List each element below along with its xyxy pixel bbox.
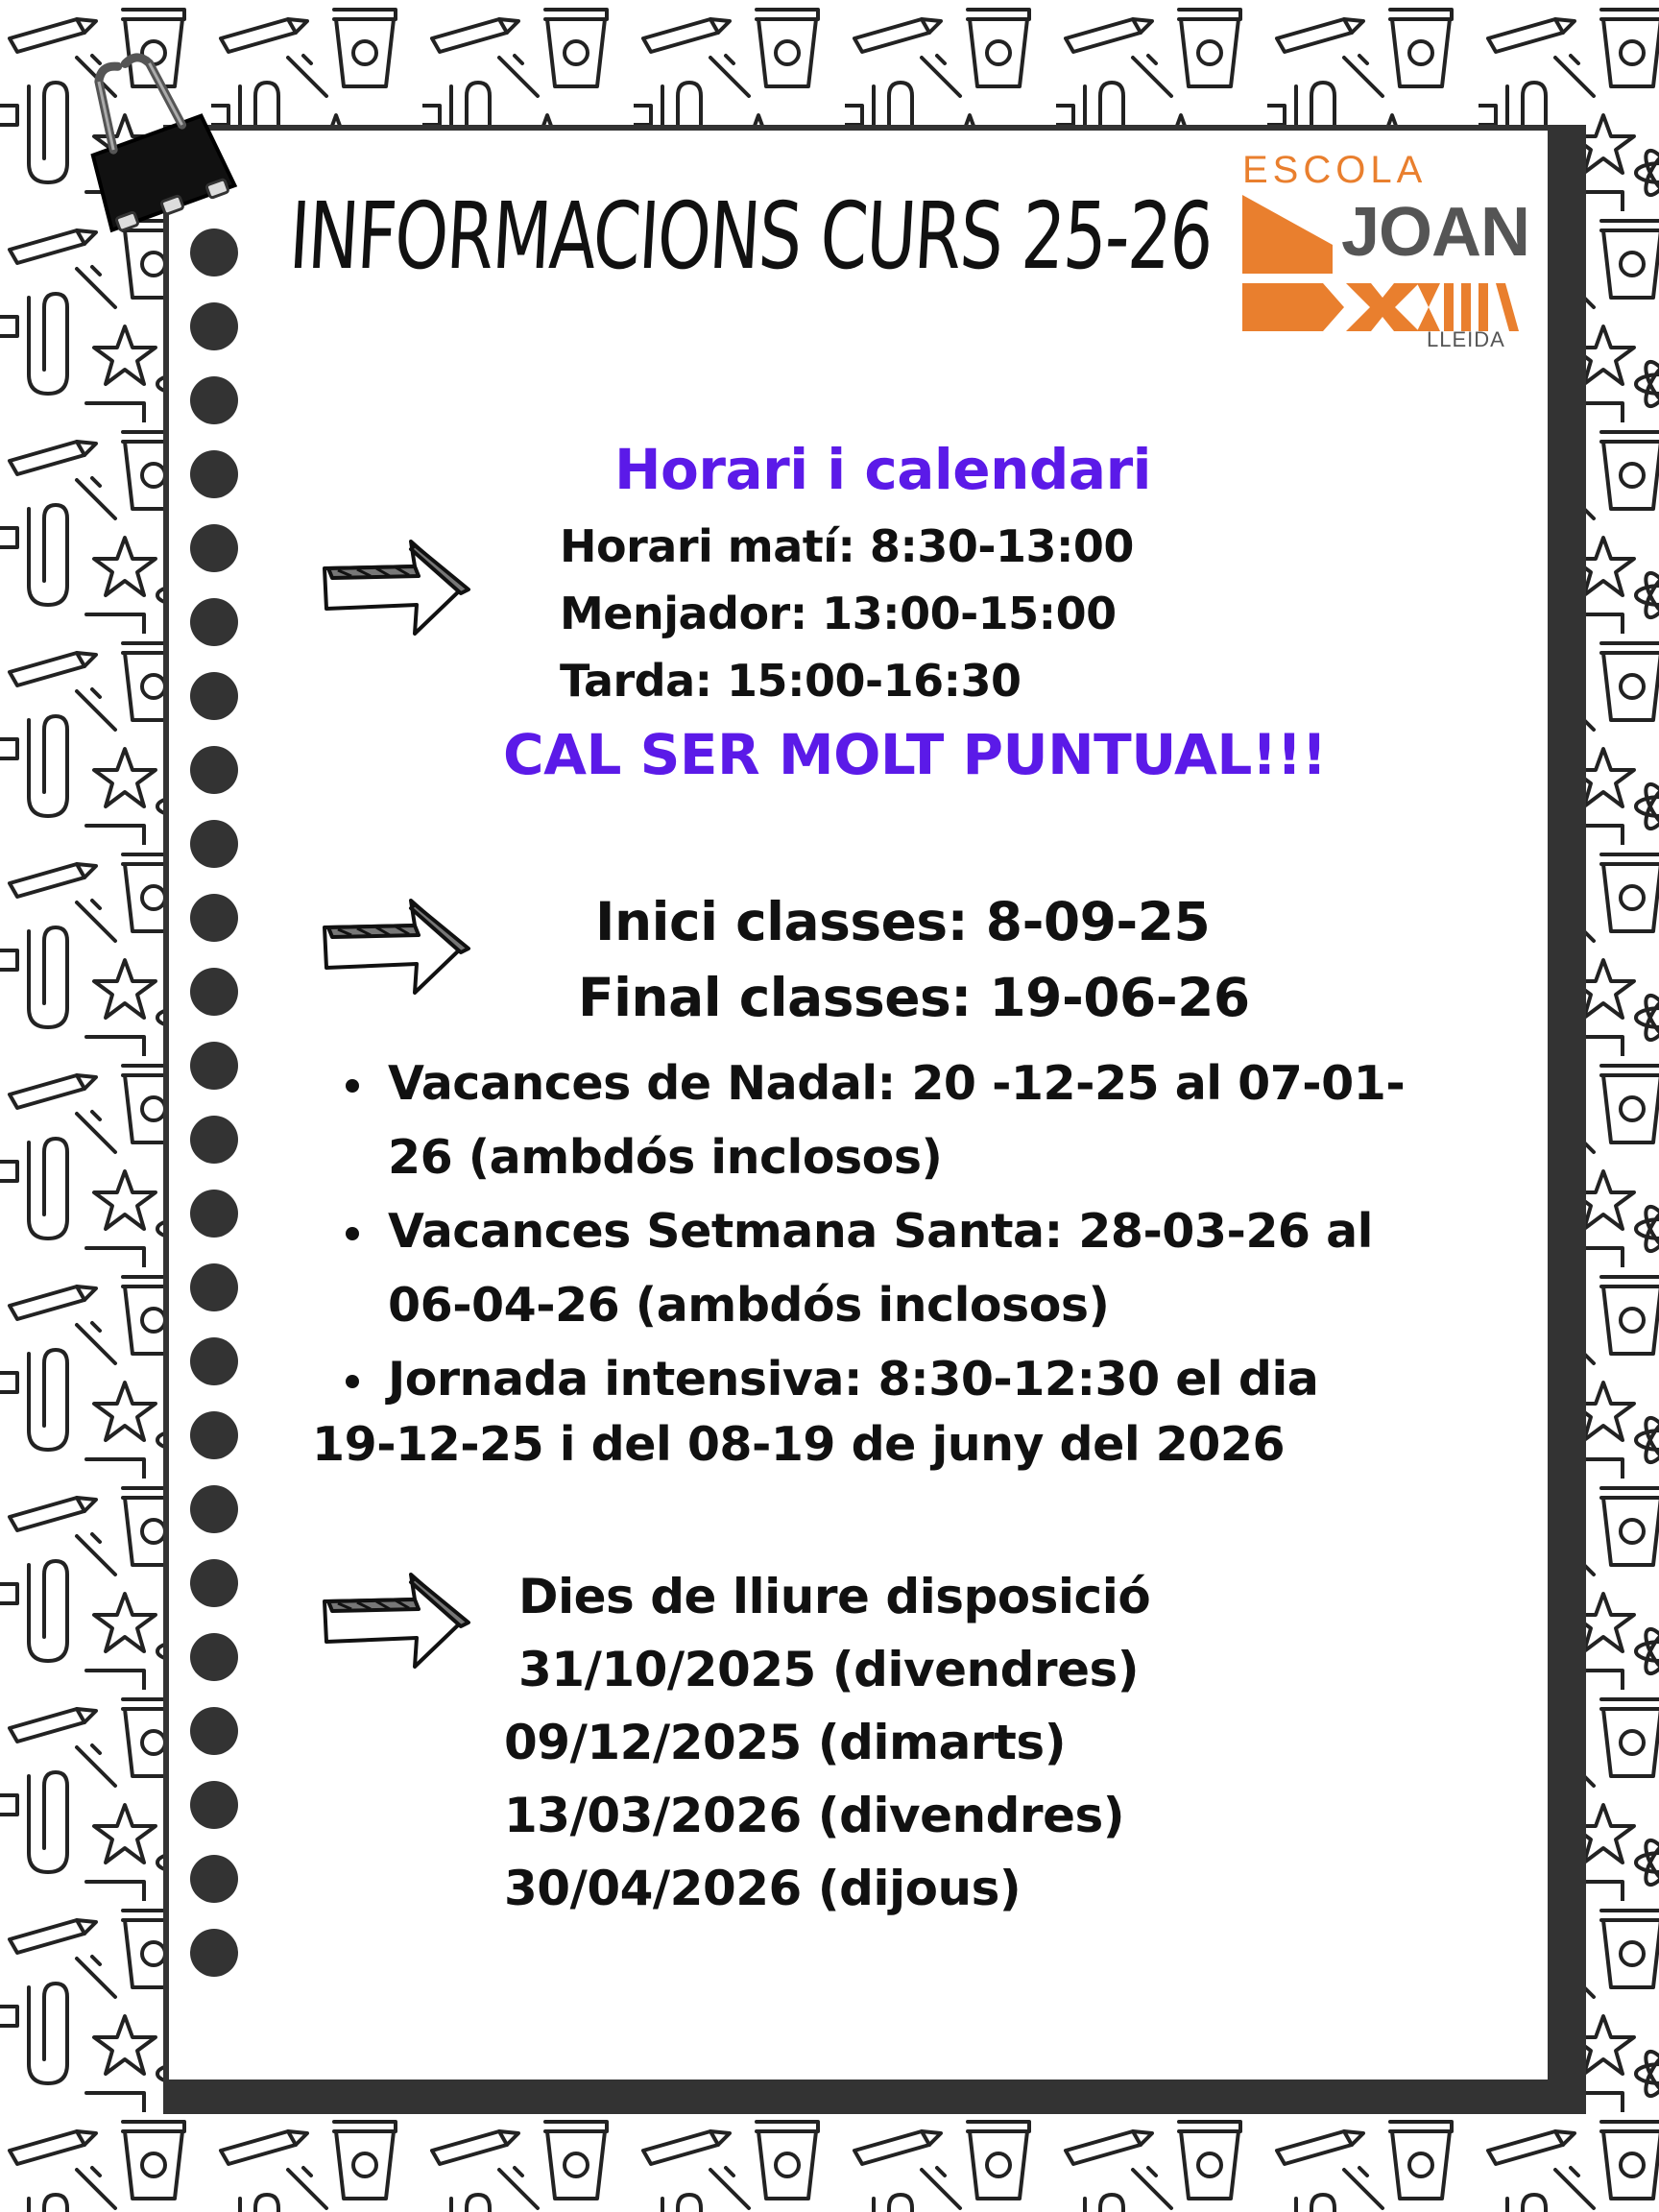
logo-joan: JOAN <box>1341 194 1530 271</box>
free-days-heading: Dies de lliure disposició <box>518 1569 1151 1624</box>
list-item: Vacances Setmana Santa: 28-03-26 al 06-04-26 (ambdós inclosos) <box>346 1194 1459 1342</box>
binder-hole <box>190 598 238 646</box>
list-item: Vacances de Nadal: 20 -12-25 al 07-01-26 (ambdós inclosos) <box>346 1046 1459 1194</box>
logo-escola: ESCOLA <box>1242 149 1428 191</box>
classes-start: Inici classes: 8-09-25 <box>595 891 1211 952</box>
punctuality-notice: CAL SER MOLT PUNTUAL!!! <box>503 722 1327 787</box>
holiday-list <box>346 1046 1459 1416</box>
binder-hole <box>190 302 238 350</box>
intensive-continuation: 19-12-25 i del 08-19 de juny del 2026 <box>312 1417 1286 1472</box>
arrow-right-icon <box>319 534 472 639</box>
arrow-right-icon <box>319 1567 472 1672</box>
binder-hole <box>190 1411 238 1459</box>
schedule-heading: Horari i calendari <box>614 437 1152 502</box>
free-day-date: 13/03/2026 (divendres) <box>504 1788 1125 1843</box>
binder-hole <box>190 376 238 424</box>
logo-lleida: LLEIDA <box>1427 327 1505 351</box>
binder-hole <box>190 1042 238 1090</box>
schedule-line: Horari matí: 8:30-13:00 <box>560 520 1134 572</box>
binder-hole <box>190 1337 238 1385</box>
binder-hole <box>190 1929 238 1977</box>
page-title: INFORMACIONS CURS 25-26 <box>286 182 1215 290</box>
binder-hole <box>190 1781 238 1829</box>
binder-hole <box>190 450 238 498</box>
free-day-date: 31/10/2025 (divendres) <box>518 1642 1140 1697</box>
binder-hole <box>190 524 238 572</box>
binder-hole <box>190 894 238 942</box>
arrow-right-icon <box>319 893 472 998</box>
classes-end: Final classes: 19-06-26 <box>578 967 1250 1028</box>
binder-clip-icon <box>58 48 250 240</box>
binder-hole <box>190 1190 238 1238</box>
free-day-date: 30/04/2026 (dijous) <box>504 1861 1022 1916</box>
binder-hole <box>190 820 238 868</box>
list-item: Jornada intensiva: 8:30-12:30 el dia <box>346 1342 1459 1416</box>
binder-hole <box>190 1559 238 1607</box>
binder-hole <box>190 1855 238 1903</box>
schedule-line: Menjador: 13:00-15:00 <box>560 588 1117 639</box>
binder-hole <box>190 968 238 1016</box>
binder-hole <box>190 746 238 794</box>
binder-holes <box>190 228 240 2005</box>
binder-hole <box>190 1485 238 1533</box>
binder-hole <box>190 1633 238 1681</box>
schedule-line: Tarda: 15:00-16:30 <box>560 655 1022 707</box>
school-logo <box>1238 149 1536 355</box>
binder-hole <box>190 672 238 720</box>
binder-hole <box>190 1707 238 1755</box>
binder-hole <box>190 1263 238 1311</box>
binder-hole <box>190 1116 238 1164</box>
free-day-date: 09/12/2025 (dimarts) <box>504 1715 1067 1770</box>
